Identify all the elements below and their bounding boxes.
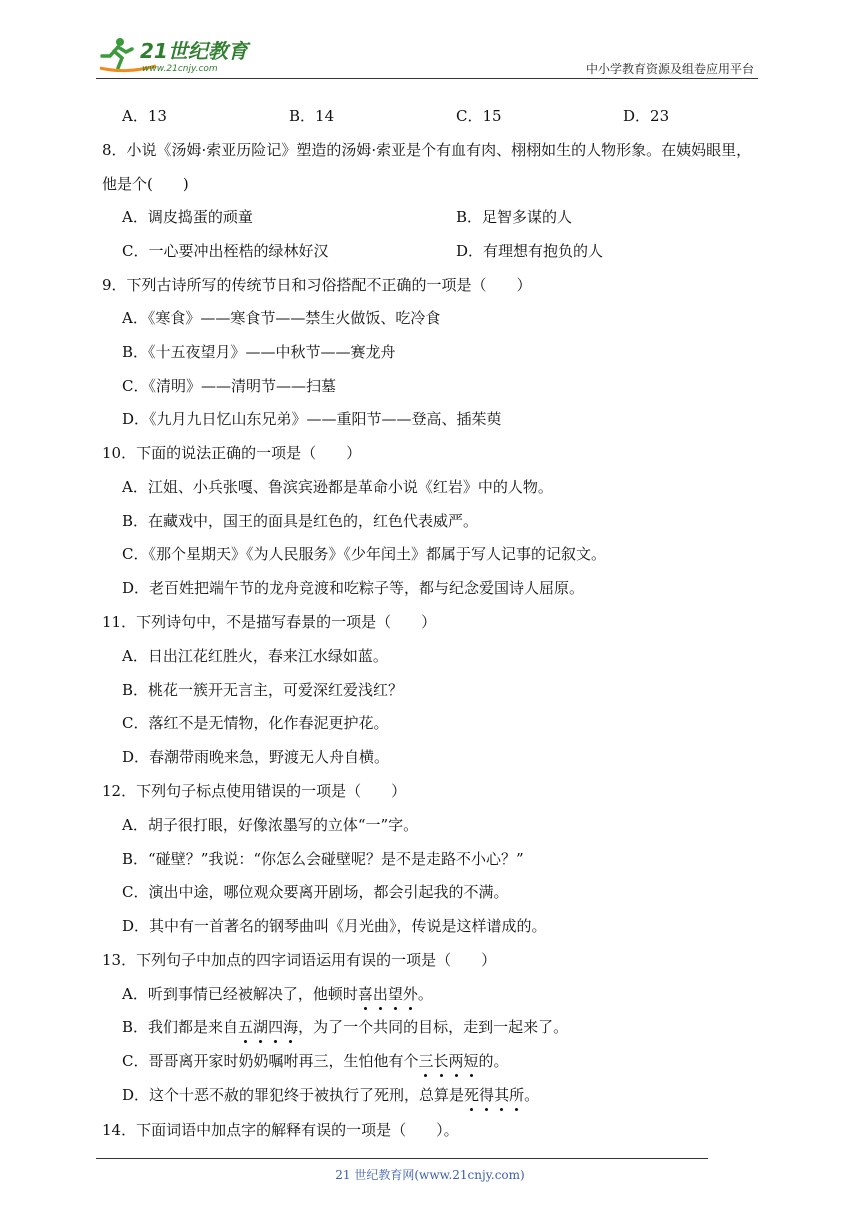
q10-option-a: A．江姐、小兵张嘎、鲁滨宾逊都是革命小说《红岩》中的人物。 xyxy=(122,478,553,496)
page-header xyxy=(96,30,758,78)
q7-option-a: A．13 xyxy=(122,107,167,125)
q9-option-b: B．《十五夜望月》——中秋节——赛龙舟 xyxy=(122,343,396,361)
emphasis-dot-char: 喜 xyxy=(357,985,373,1003)
emphasis-dot-char: 短 xyxy=(463,1052,479,1070)
q10-option-b: B．在藏戏中，国王的面具是红色的，红色代表威严。 xyxy=(122,512,479,530)
q7-option-b: B．14 xyxy=(289,107,335,125)
header-divider xyxy=(96,78,758,79)
q9-option-c: C．《清明》——清明节——扫墓 xyxy=(122,377,336,395)
emphasis-dot-char: 所 xyxy=(509,1086,525,1104)
q10-stem: 10．下面的说法正确的一项是（ ） xyxy=(102,444,362,462)
emphasis-dot-char: 四 xyxy=(268,1018,284,1036)
emphasis-dot-char: 得 xyxy=(479,1086,495,1104)
q13-c-post: 的。 xyxy=(478,1052,509,1070)
q11-option-d: D．春潮带雨晚来急，野渡无人舟自横。 xyxy=(122,748,390,766)
q13-option-d xyxy=(122,1085,539,1105)
q8-option-c: C．一心要冲出桎梏的绿林好汉 xyxy=(122,242,329,260)
logo-text: 21世纪教育 xyxy=(140,39,248,63)
q13-a-pre: A．听到事情已经被解决了，他顿时 xyxy=(122,985,358,1003)
q13-option-a xyxy=(122,984,433,1004)
q10-option-d: D．老百姓把端午节的龙舟竞渡和吃粽子等，都与纪念爱国诗人屈原。 xyxy=(122,579,585,597)
q7-option-d: D．23 xyxy=(623,107,670,125)
emphasis-dot-char: 出 xyxy=(372,985,388,1003)
q13-c-dotted-word xyxy=(418,1052,478,1070)
q9-option-a: A．《寒食》——寒食节——禁生火做饭、吃冷食 xyxy=(122,309,441,327)
q13-d-pre: D．这个十恶不赦的罪犯终于被执行了死刑，总算是 xyxy=(122,1086,465,1104)
q13-stem: 13．下列句子中加点的四字词语运用有误的一项是（ ） xyxy=(102,951,497,969)
q10-option-c: C．《那个星期天》《为人民服务》《少年闰土》都属于写人记事的记叙文。 xyxy=(122,545,606,563)
emphasis-dot-char: 望 xyxy=(387,985,403,1003)
q13-d-dotted-word xyxy=(464,1086,524,1104)
q8-option-d: D．有理想有抱负的人 xyxy=(456,242,604,260)
q11-option-a: A．日出江花红胜火，春来江水绿如蓝。 xyxy=(122,647,388,665)
q13-d-post: 。 xyxy=(524,1086,540,1104)
q13-option-c xyxy=(122,1051,509,1071)
q9-stem: 9．下列古诗所写的传统节日和习俗搭配不正确的一项是（ ） xyxy=(102,276,532,294)
emphasis-dot-char: 两 xyxy=(448,1052,464,1070)
q11-option-c: C．落红不是无情物，化作春泥更护花。 xyxy=(122,714,389,732)
q13-a-dotted-word xyxy=(358,985,418,1003)
q12-option-c: C．演出中途，哪位观众要离开剧场，都会引起我的不满。 xyxy=(122,883,509,901)
q13-option-b xyxy=(122,1017,568,1037)
q8-stem-cont: 他是个( ) xyxy=(102,175,189,193)
q14-stem: 14．下面词语中加点字的解释有误的一项是（ ）。 xyxy=(102,1121,459,1139)
q12-stem: 12．下列句子标点使用错误的一项是（ ） xyxy=(102,782,407,800)
q9-option-d: D．《九月九日忆山东兄弟》——重阳节——登高、插茱萸 xyxy=(122,410,502,428)
q13-a-post: 。 xyxy=(417,985,433,1003)
emphasis-dot-char: 长 xyxy=(433,1052,449,1070)
q12-option-a: A．胡子很打眼，好像浓墨写的立体“一”字。 xyxy=(122,816,419,834)
q11-stem: 11．下列诗句中，不是描写春景的一项是（ ） xyxy=(102,613,437,631)
q13-b-pre: B．我们都是来自 xyxy=(122,1018,239,1036)
footer-divider xyxy=(96,1158,708,1159)
q8-option-b: B．足智多谋的人 xyxy=(456,208,573,226)
q13-c-pre: C．哥哥离开家时奶奶嘱咐再三，生怕他有个 xyxy=(122,1052,419,1070)
q8-stem: 8．小说《汤姆·索亚历险记》塑造的汤姆·索亚是个有血有肉、栩栩如生的人物形象。在姨妈眼里， xyxy=(102,141,752,159)
emphasis-dot-char: 三 xyxy=(418,1052,434,1070)
q13-b-dotted-word xyxy=(238,1018,298,1036)
emphasis-dot-char: 外 xyxy=(402,985,418,1003)
emphasis-dot-char: 海 xyxy=(283,1018,299,1036)
q11-option-b: B．桃花一簇开无言主，可爱深红爱浅红？ xyxy=(122,681,404,699)
21cnjy-logo xyxy=(96,34,266,76)
q8-option-a: A．调皮捣蛋的顽童 xyxy=(122,208,253,226)
emphasis-dot-char: 五 xyxy=(238,1018,254,1036)
q7-option-c: C．15 xyxy=(456,107,502,125)
platform-title: 中小学教育资源及组卷应用平台 xyxy=(585,62,754,76)
emphasis-dot-char: 死 xyxy=(464,1086,480,1104)
q12-option-b: B．“碰壁？”我说：“你怎么会碰壁呢？是不是走路不小心？” xyxy=(122,850,524,868)
q12-option-d: D．其中有一首著名的钢琴曲叫《月光曲》，传说是这样谱成的。 xyxy=(122,917,547,935)
emphasis-dot-char: 湖 xyxy=(253,1018,269,1036)
emphasis-dot-char: 其 xyxy=(494,1086,510,1104)
page-footer: 21 世纪教育网(www.21cnjy.com) xyxy=(335,1168,525,1182)
logo-url: www.21cnjy.com xyxy=(142,64,218,74)
q13-b-post: ，为了一个共同的目标，走到一起来了。 xyxy=(298,1018,569,1036)
